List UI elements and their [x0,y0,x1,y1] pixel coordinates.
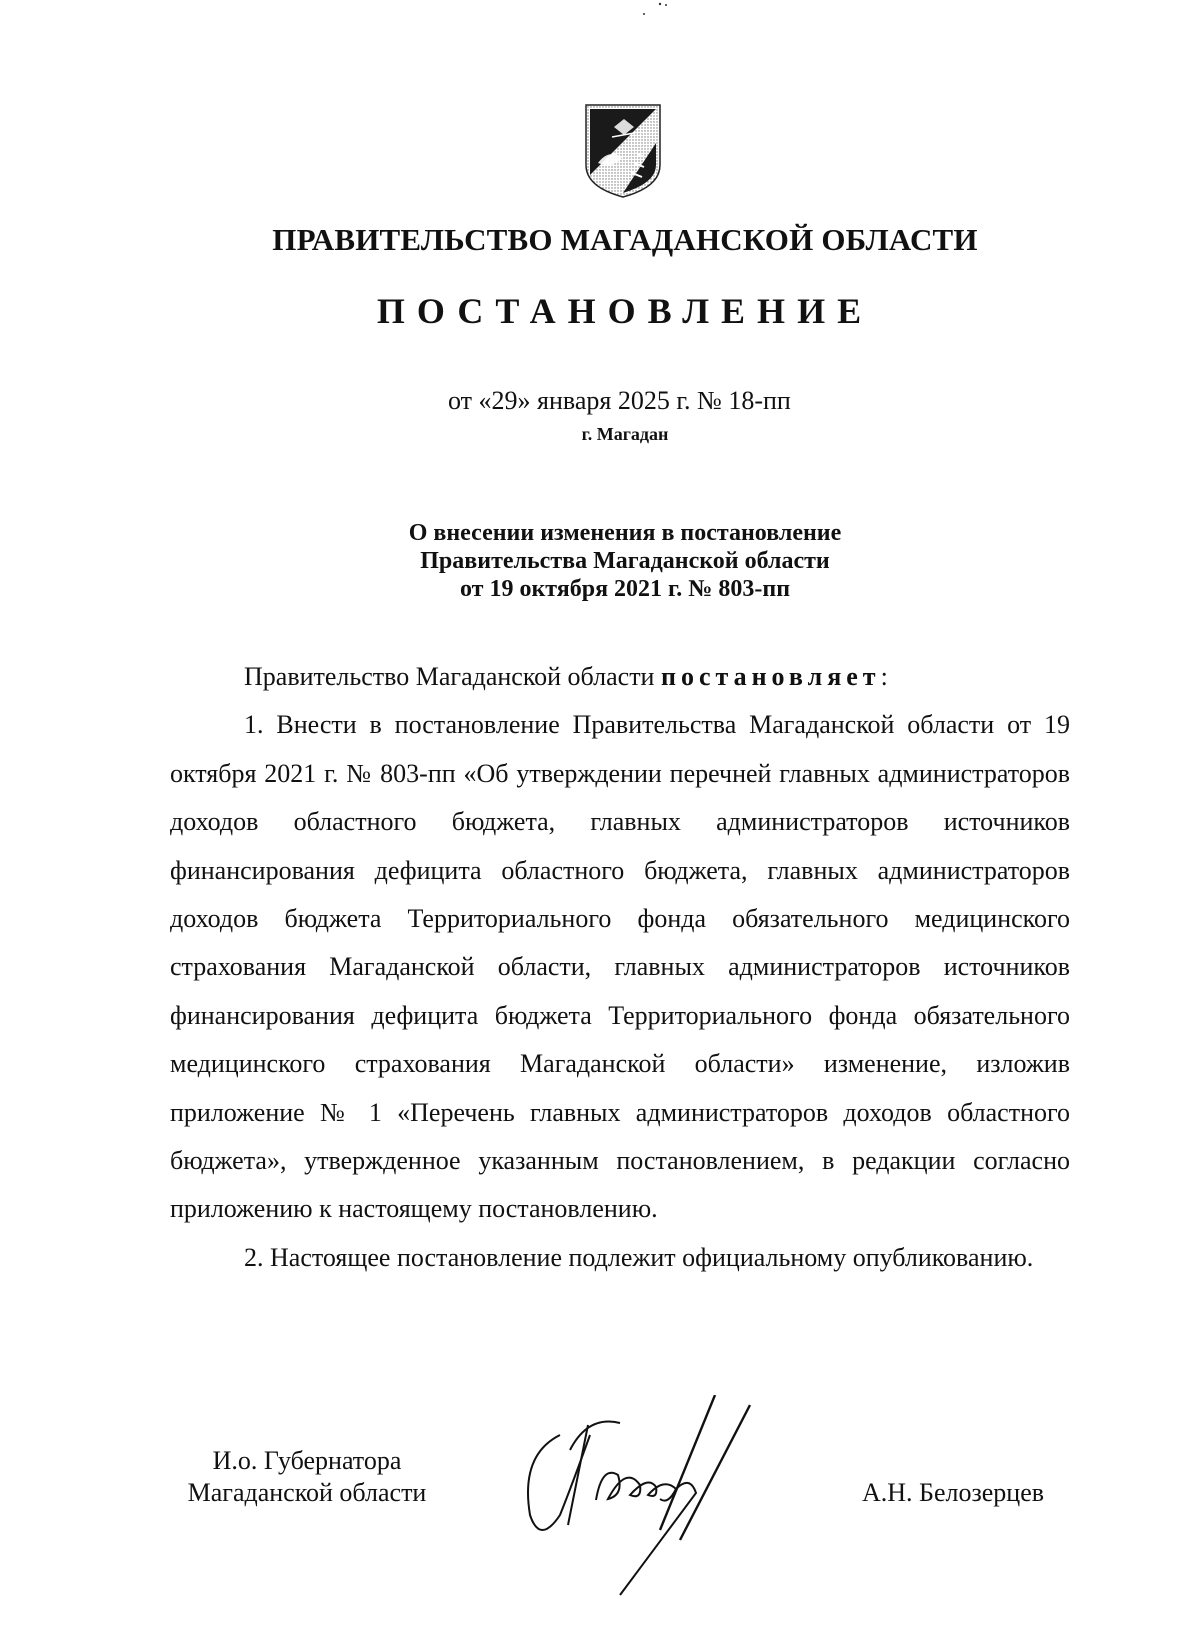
item-1-paragraph: 1. Внести в постановление Правительства Магаданской области от 19 октября 2021 г. № 803-пп «Об утверждении перечней главных администраторов доходов областного бюджета, главных администраторов источников финансирования дефицита областного бюджета, главных администраторов доходов бюджета Территориального фонда обязательного медицинского страхования Магаданской области, главных администраторов источников финансирования дефицита бюджета Территориального фонда обязательного медицинского страхования Магаданской области» изменение, изложив приложение № 1 «Перечень главных администраторов доходов областного бюджета», утвержденное указанным постановлением, в редакции согласно приложению к настоящему постановлению. [170,710,1070,1224]
signatory-name: А.Н. Белозерцев [862,1478,1045,1507]
subject-line-1: О внесении изменения в постановление [408,520,842,546]
document-type-title: ПОСТАНОВЛЕНИЕ [376,291,874,331]
document-date-number: от «29» января 2025 г. № 18-пп [448,386,791,415]
preamble-verb: постановляет [660,662,881,691]
document-subject [0,519,1200,603]
scan-specks [640,0,700,20]
signatory-position [172,1445,442,1509]
preamble-colon: : [880,662,888,691]
subject-line-3: от 19 октября 2021 г. № 803-пп [459,576,791,602]
subject-line-2: Правительства Магаданской области [420,548,830,574]
coat-of-arms-icon [584,103,662,199]
organization-title: ПРАВИТЕЛЬСТВО МАГАДАНСКОЙ ОБЛАСТИ [272,222,978,257]
item-2-paragraph: 2. Настоящее постановление подлежит официальному опубликованию. [244,1242,1034,1272]
position-line-2: Магаданской области [187,1478,427,1507]
preamble-paragraph [170,653,1070,701]
document-city: г. Магадан [581,424,669,444]
preamble-text: Правительство Магаданской области [244,662,661,691]
document-body [170,653,1070,1282]
position-line-1: И.о. Губернатора [212,1446,402,1475]
handwritten-signature-icon [500,1395,790,1605]
